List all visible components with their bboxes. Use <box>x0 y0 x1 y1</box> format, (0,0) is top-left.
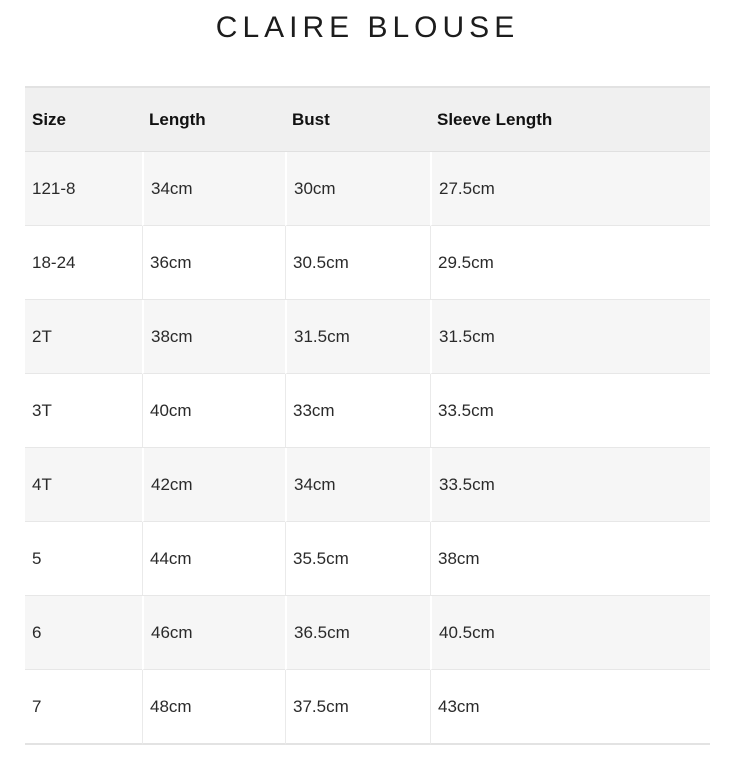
bust-cell: 37.5cm <box>285 670 430 745</box>
length-cell: 42cm <box>142 448 285 522</box>
length-cell: 48cm <box>142 670 285 745</box>
column-header-length: Length <box>142 86 285 152</box>
sleeve-length-cell: 43cm <box>430 670 710 745</box>
bust-cell: 33cm <box>285 374 430 448</box>
column-header-sleeve-length: Sleeve Length <box>430 86 710 152</box>
sleeve-length-cell: 33.5cm <box>430 448 710 522</box>
table-row <box>25 374 710 448</box>
table-row <box>25 448 710 522</box>
bust-cell: 34cm <box>285 448 430 522</box>
size-cell: 2T <box>25 300 142 374</box>
sleeve-length-cell: 31.5cm <box>430 300 710 374</box>
bust-cell: 35.5cm <box>285 522 430 596</box>
sleeve-length-cell: 38cm <box>430 522 710 596</box>
size-cell: 121-8 <box>25 152 142 226</box>
sleeve-length-cell: 29.5cm <box>430 226 710 300</box>
size-cell: 4T <box>25 448 142 522</box>
size-cell: 3T <box>25 374 142 448</box>
table-row <box>25 670 710 745</box>
length-cell: 46cm <box>142 596 285 670</box>
header-row <box>25 86 710 152</box>
sleeve-length-cell: 33.5cm <box>430 374 710 448</box>
bust-cell: 31.5cm <box>285 300 430 374</box>
bust-cell: 30.5cm <box>285 226 430 300</box>
column-header-size: Size <box>25 86 142 152</box>
size-cell: 18-24 <box>25 226 142 300</box>
size-cell: 6 <box>25 596 142 670</box>
table-row <box>25 300 710 374</box>
size-chart-table <box>25 86 710 745</box>
column-header-bust: Bust <box>285 86 430 152</box>
sleeve-length-cell: 27.5cm <box>430 152 710 226</box>
length-cell: 36cm <box>142 226 285 300</box>
length-cell: 44cm <box>142 522 285 596</box>
table-row <box>25 596 710 670</box>
size-cell: 5 <box>25 522 142 596</box>
page-title: CLAIRE BLOUSE <box>215 11 520 44</box>
length-cell: 34cm <box>142 152 285 226</box>
length-cell: 38cm <box>142 300 285 374</box>
table-row <box>25 522 710 596</box>
bust-cell: 36.5cm <box>285 596 430 670</box>
bust-cell: 30cm <box>285 152 430 226</box>
table-row <box>25 152 710 226</box>
table-row <box>25 226 710 300</box>
length-cell: 40cm <box>142 374 285 448</box>
sleeve-length-cell: 40.5cm <box>430 596 710 670</box>
size-cell: 7 <box>25 670 142 745</box>
